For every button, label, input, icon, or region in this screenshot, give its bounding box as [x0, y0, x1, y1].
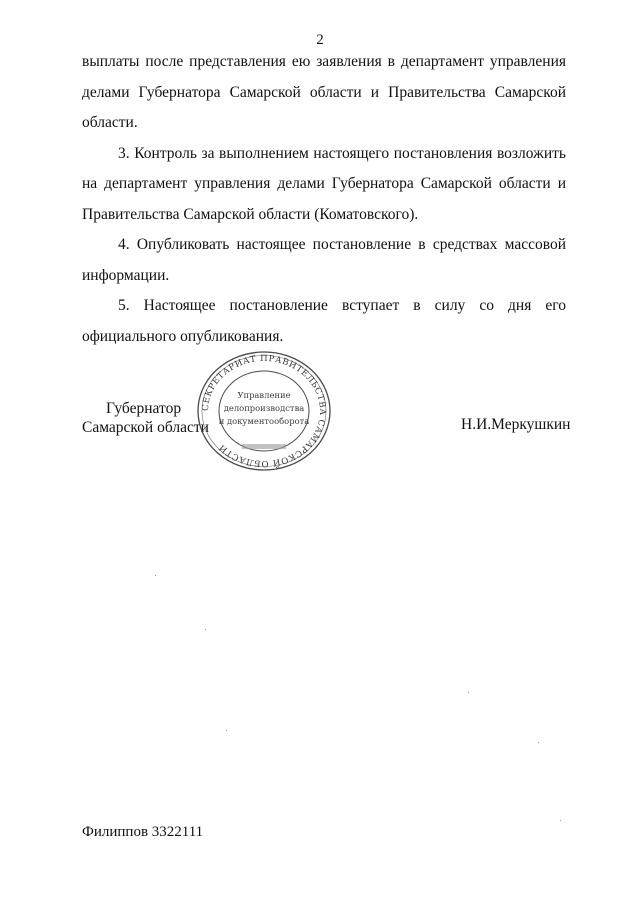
body-line: 3. Контроль за выполнением настоящего постановления возложить	[118, 144, 566, 162]
footer-contact: Филиппов 3322111	[82, 824, 204, 840]
document-body	[82, 47, 566, 352]
stamp-ring-text: СЕКРЕТАРИАТ ПРАВИТЕЛЬСТВА САМАРСКОЙ ОБЛАСТИ	[200, 353, 328, 469]
body-line: делами Губернатора Самарской области и Правительства Самарской	[82, 83, 566, 101]
body-line: 5. Настоящее постановление вступает в силу со дня его	[118, 297, 566, 314]
stamp-number-smudge	[242, 444, 286, 449]
body-line: на департамент управления делами Губернатора Самарской области и	[82, 175, 566, 192]
stamp-center-line3: и документооборота	[218, 416, 310, 426]
body-line: официального опубликования.	[82, 327, 284, 345]
body-line: информации.	[82, 266, 170, 284]
page-number: 2	[316, 32, 324, 48]
signatory-title-line2: Самарской области	[82, 419, 209, 436]
body-line: выплаты после представления ею заявления в департамент управления	[82, 53, 566, 70]
scan-speck	[155, 575, 156, 576]
scan-speck	[468, 692, 469, 693]
official-stamp	[194, 349, 334, 473]
scan-speck	[538, 742, 539, 743]
body-line: Правительства Самарской области (Коматовского).	[82, 205, 419, 223]
stamp-center-line2: делопроизводства	[223, 403, 305, 413]
scan-speck	[560, 820, 561, 821]
body-line: области.	[82, 114, 138, 131]
signatory-title-line1: Губернатор	[106, 400, 182, 417]
signatory-title	[82, 399, 209, 437]
signatory-name: Н.И.Меркушкин	[461, 416, 571, 433]
body-line: 4. Опубликовать настоящее постановление в средствах массовой	[118, 236, 566, 253]
scan-speck	[226, 730, 227, 731]
stamp-center-line1: Управление	[237, 390, 291, 400]
scan-speck	[205, 629, 206, 630]
